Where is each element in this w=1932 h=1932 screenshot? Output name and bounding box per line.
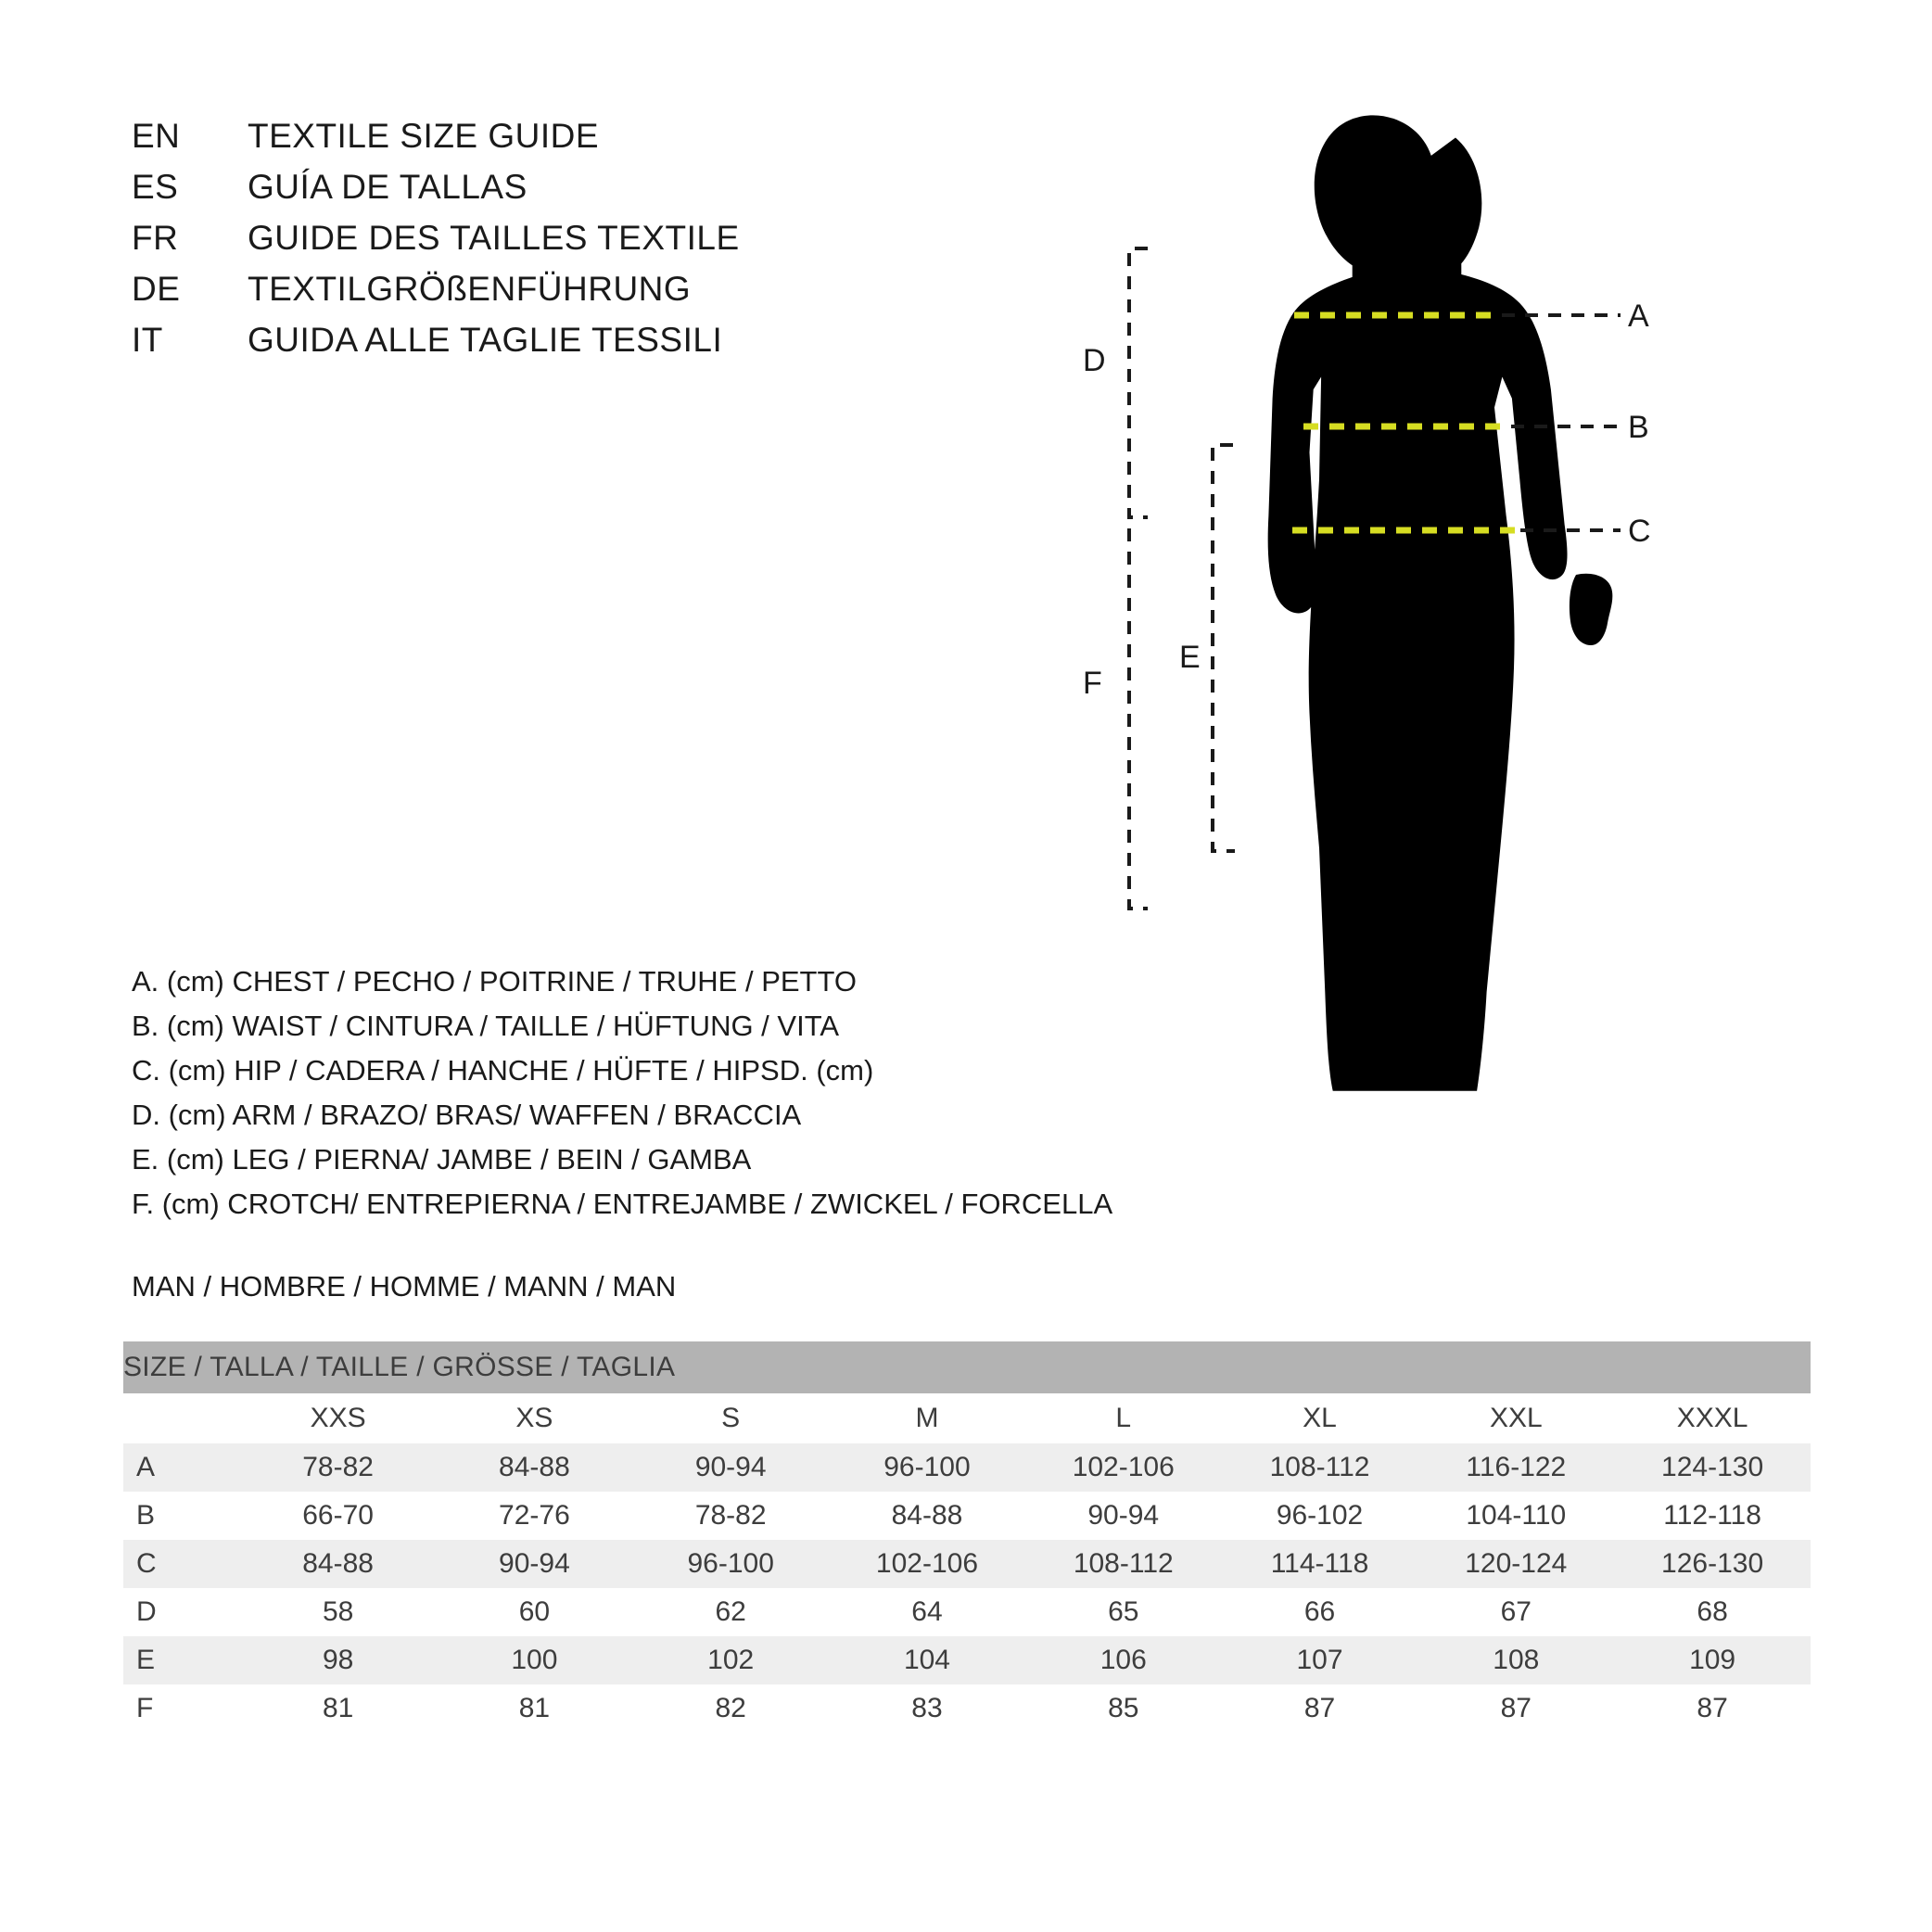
- legend-line-e: E. (cm) LEG / PIERNA/ JAMBE / BEIN / GAMBA: [132, 1143, 752, 1176]
- body-measurement-diagram: [1020, 93, 1910, 1214]
- language-title: GUÍA DE TALLAS: [248, 168, 527, 206]
- cell-e-xxl: 108: [1417, 1636, 1614, 1684]
- cell-b-m: 84-88: [891, 1500, 963, 1531]
- cell-f-m: 83: [911, 1693, 943, 1723]
- cell-d-l: 65: [1108, 1596, 1139, 1627]
- label-a: A: [1628, 299, 1649, 334]
- cell-f-xxs: 81: [322, 1693, 354, 1723]
- cell-e-xl: 107: [1222, 1636, 1418, 1684]
- row-key-d: D: [136, 1596, 157, 1627]
- size-table-banner: [123, 1341, 1811, 1393]
- table-row: [123, 1540, 1811, 1588]
- label-c: C: [1628, 514, 1651, 549]
- cell-a-m: 96-100: [829, 1443, 1025, 1492]
- cell-c-l: 108-112: [1025, 1540, 1222, 1588]
- cell-c-xl: 114-118: [1222, 1540, 1418, 1588]
- table-row: [123, 1492, 1811, 1540]
- cell-c-xxs: 84-88: [240, 1540, 437, 1588]
- language-row: [132, 270, 966, 321]
- cell-f-xxl: 87: [1500, 1693, 1532, 1723]
- cell-b-s: 78-82: [694, 1500, 767, 1531]
- column-header-m: M: [915, 1403, 939, 1433]
- language-row: [132, 117, 966, 168]
- cell-e-xxs: 98: [240, 1636, 437, 1684]
- language-title-block: [132, 117, 966, 372]
- language-row: [132, 321, 966, 372]
- cell-c-m: 102-106: [829, 1540, 1025, 1588]
- cell-f-xxxl: 87: [1697, 1693, 1728, 1723]
- column-header-l: L: [1115, 1403, 1132, 1433]
- label-f: F: [1083, 666, 1102, 701]
- row-key-e: E: [123, 1636, 240, 1684]
- cell-e-s: 102: [632, 1636, 829, 1684]
- cell-d-xs: 60: [518, 1596, 551, 1627]
- cell-f-s: 82: [715, 1693, 746, 1723]
- gender-label: MAN / HOMBRE / HOMME / MANN / MAN: [132, 1270, 677, 1303]
- cell-a-xxxl: 124-130: [1614, 1443, 1811, 1492]
- language-row: [132, 219, 966, 270]
- column-header-xxl: XXL: [1489, 1403, 1543, 1433]
- language-title: GUIDA ALLE TAGLIE TESSILI: [248, 321, 723, 359]
- cell-a-xs: 84-88: [437, 1443, 633, 1492]
- cell-b-l: 90-94: [1087, 1500, 1160, 1531]
- table-row: [123, 1588, 1811, 1636]
- cell-a-xl: 108-112: [1222, 1443, 1418, 1492]
- cell-f-xs: 81: [518, 1693, 551, 1723]
- cell-c-xxxl: 126-130: [1614, 1540, 1811, 1588]
- language-title: TEXTILGRÖßENFÜHRUNG: [248, 270, 692, 308]
- cell-d-xxs: 58: [322, 1596, 354, 1627]
- cell-b-xxxl: 112-118: [1663, 1500, 1761, 1531]
- language-code: ES: [132, 168, 179, 206]
- language-code: FR: [132, 219, 179, 257]
- label-d: D: [1083, 343, 1106, 378]
- cell-c-xxl: 120-124: [1417, 1540, 1614, 1588]
- language-row: [132, 168, 966, 219]
- legend-line-c: C. (cm) HIP / CADERA / HANCHE / HÜFTE / HIPSD. (cm): [132, 1054, 874, 1087]
- cell-d-xl: 66: [1303, 1596, 1336, 1627]
- cell-e-l: 106: [1025, 1636, 1222, 1684]
- cell-b-xxl: 104-110: [1466, 1500, 1567, 1531]
- legend-line-a: A. (cm) CHEST / PECHO / POITRINE / TRUHE / PETTO: [132, 965, 857, 998]
- legend-line-d: D. (cm) ARM / BRAZO/ BRAS/ WAFFEN / BRACCIA: [132, 1099, 802, 1131]
- column-header-xxxl: XXXL: [1676, 1403, 1748, 1433]
- row-key-f: F: [136, 1693, 154, 1723]
- language-title: GUIDE DES TAILLES TEXTILE: [248, 219, 740, 257]
- cell-d-xxl: 67: [1500, 1596, 1532, 1627]
- language-code: DE: [132, 270, 181, 308]
- cell-a-xxs: 78-82: [240, 1443, 437, 1492]
- table-row: [123, 1443, 1811, 1492]
- cell-b-xs: 72-76: [499, 1500, 570, 1531]
- cell-d-m: 64: [911, 1596, 943, 1627]
- cell-e-xxxl: 109: [1614, 1636, 1811, 1684]
- cell-b-xxs: 66-70: [302, 1500, 374, 1531]
- row-key-b: B: [136, 1500, 156, 1531]
- header-corner-cell: [123, 1393, 240, 1443]
- row-key-a: A: [123, 1443, 240, 1492]
- label-b: B: [1628, 410, 1649, 445]
- size-table-banner-label: SIZE / TALLA / TAILLE / GRÖSSE / TAGLIA: [123, 1341, 1811, 1393]
- language-code: IT: [132, 321, 163, 359]
- legend-line-f: F. (cm) CROTCH/ ENTREPIERNA / ENTREJAMBE / ZWICKEL / FORCELLA: [132, 1188, 1113, 1220]
- cell-f-l: 85: [1108, 1693, 1139, 1723]
- cell-f-xl: 87: [1303, 1693, 1336, 1723]
- row-key-c: C: [123, 1540, 240, 1588]
- cell-a-xxl: 116-122: [1417, 1443, 1614, 1492]
- cell-e-m: 104: [829, 1636, 1025, 1684]
- vertical-dimension-lines: [1129, 248, 1235, 909]
- language-code: EN: [132, 117, 181, 155]
- male-silhouette-icon: [1268, 115, 1613, 1090]
- size-table-header-row: [123, 1393, 1811, 1443]
- cell-c-s: 96-100: [632, 1540, 829, 1588]
- cell-c-xs: 90-94: [437, 1540, 633, 1588]
- cell-b-xl: 96-102: [1276, 1500, 1364, 1531]
- column-header-s: S: [721, 1403, 741, 1433]
- cell-a-l: 102-106: [1025, 1443, 1222, 1492]
- label-e: E: [1179, 640, 1201, 675]
- table-row: [123, 1636, 1811, 1684]
- cell-a-s: 90-94: [632, 1443, 829, 1492]
- legend-line-b: B. (cm) WAIST / CINTURA / TAILLE / HÜFTUNG / VITA: [132, 1010, 840, 1042]
- column-header-xl: XL: [1303, 1403, 1337, 1433]
- cell-e-xs: 100: [437, 1636, 633, 1684]
- language-title: TEXTILE SIZE GUIDE: [248, 117, 600, 155]
- table-row: [123, 1684, 1811, 1733]
- column-header-xxs: XXS: [310, 1403, 366, 1433]
- column-header-xs: XS: [515, 1403, 553, 1433]
- cell-d-xxxl: 68: [1697, 1596, 1728, 1627]
- size-table: [123, 1341, 1811, 1733]
- cell-d-s: 62: [715, 1596, 746, 1627]
